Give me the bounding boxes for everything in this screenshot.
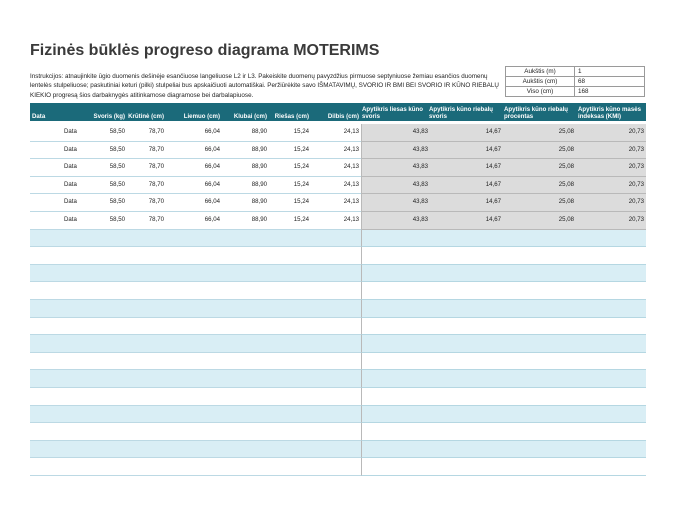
value-cell: 43,83	[412, 198, 428, 206]
calculated-cells	[361, 423, 646, 441]
input-cells[interactable]	[30, 353, 361, 371]
value-cell: 25,08	[558, 180, 574, 188]
calculated-cells	[361, 247, 646, 265]
value-cell: 25,08	[558, 163, 574, 171]
input-cells[interactable]	[30, 458, 361, 476]
value-cell[interactable]: 15,24	[293, 163, 309, 171]
value-cell: 20,73	[628, 198, 644, 206]
value-cell: 43,83	[412, 145, 428, 153]
value-cell[interactable]: 58,50	[109, 128, 125, 135]
value-cell: 25,08	[558, 128, 574, 135]
column-header: Krūtinė (cm)	[128, 113, 164, 120]
value-cell[interactable]: 58,50	[109, 145, 125, 153]
value-cell[interactable]: 78,70	[148, 163, 164, 171]
empty-table-row	[30, 458, 646, 476]
value-cell[interactable]: 88,90	[251, 198, 267, 206]
empty-table-row	[30, 353, 646, 371]
value-cell: 14,67	[485, 180, 501, 188]
column-header: Apytikris kūno riebalų procentas	[504, 106, 568, 120]
empty-table-row	[30, 318, 646, 336]
date-cell[interactable]: Data	[64, 128, 77, 135]
value-cell[interactable]: 78,70	[148, 216, 164, 223]
input-cells[interactable]	[30, 318, 361, 336]
calculated-cells	[361, 265, 646, 283]
value-cell[interactable]: 58,50	[109, 180, 125, 188]
input-cells[interactable]	[30, 230, 361, 248]
measurement-row	[506, 67, 645, 77]
value-cell[interactable]: 66,04	[204, 128, 220, 135]
column-header: Klubai (cm)	[233, 113, 267, 120]
column-header: Apytikris liesas kūno svoris	[362, 106, 423, 120]
value-cell[interactable]: 88,90	[251, 180, 267, 188]
input-cells[interactable]	[30, 282, 361, 300]
value-cell: 43,83	[412, 163, 428, 171]
table-row	[30, 142, 646, 160]
column-header: Apytikris kūno riebalų svoris	[429, 106, 493, 120]
value-cell: 20,73	[628, 216, 644, 223]
value-cell[interactable]: 88,90	[251, 145, 267, 153]
column-header: Data	[32, 113, 46, 120]
measurement-label: Viso (cm)	[506, 87, 575, 97]
value-cell: 14,67	[485, 145, 501, 153]
input-cells[interactable]	[30, 300, 361, 318]
height-cm-input[interactable]: 68	[575, 77, 645, 87]
value-cell[interactable]: 66,04	[204, 180, 220, 188]
page-title: Fizinės būklės progreso diagrama MOTERIMS	[30, 42, 380, 59]
value-cell[interactable]: 15,24	[293, 128, 309, 135]
value-cell[interactable]: 15,24	[293, 198, 309, 206]
date-cell[interactable]: Data	[64, 163, 77, 171]
value-cell[interactable]: 66,04	[204, 163, 220, 171]
table-row	[30, 212, 646, 230]
value-cell: 20,73	[628, 128, 644, 135]
value-cell: 14,67	[485, 163, 501, 171]
calculated-cells	[361, 388, 646, 406]
date-cell[interactable]: Data	[64, 198, 77, 206]
value-cell[interactable]: 24,13	[343, 145, 359, 153]
column-header: Dilbis (cm)	[327, 113, 359, 120]
value-cell[interactable]: 58,50	[109, 216, 125, 223]
calculated-cells	[361, 406, 646, 424]
input-cells[interactable]	[30, 335, 361, 353]
empty-table-row	[30, 388, 646, 406]
value-cell[interactable]: 78,70	[148, 198, 164, 206]
value-cell[interactable]: 78,70	[148, 128, 164, 135]
empty-table-row	[30, 230, 646, 248]
calculated-cells	[361, 441, 646, 459]
value-cell[interactable]: 15,24	[293, 216, 309, 223]
value-cell[interactable]: 15,24	[293, 180, 309, 188]
calculated-cells	[361, 300, 646, 318]
input-cells[interactable]	[30, 265, 361, 283]
value-cell[interactable]: 78,70	[148, 180, 164, 188]
input-cells[interactable]	[30, 406, 361, 424]
calculated-cells	[361, 318, 646, 336]
column-header: Svoris (kg)	[93, 113, 125, 120]
date-cell[interactable]: Data	[64, 180, 77, 188]
measurement-row	[506, 77, 645, 87]
value-cell: 20,73	[628, 163, 644, 171]
table-row	[30, 194, 646, 212]
empty-table-row	[30, 406, 646, 424]
height-measurements-table	[505, 66, 645, 97]
table-row	[30, 159, 646, 177]
empty-table-row	[30, 335, 646, 353]
value-cell: 25,08	[558, 198, 574, 206]
calculated-cells	[361, 370, 646, 388]
value-cell: 43,83	[412, 180, 428, 188]
height-m-input[interactable]: 1	[575, 67, 645, 77]
value-cell: 43,83	[412, 128, 428, 135]
value-cell[interactable]: 88,90	[251, 216, 267, 223]
value-cell[interactable]: 78,70	[148, 145, 164, 153]
input-cells[interactable]	[30, 388, 361, 406]
empty-table-row	[30, 441, 646, 459]
calculated-cells	[361, 335, 646, 353]
value-cell[interactable]: 24,13	[343, 216, 359, 223]
date-cell[interactable]: Data	[64, 145, 77, 153]
input-cells[interactable]	[30, 247, 361, 265]
measurement-label: Aukštis (cm)	[506, 77, 575, 87]
measurement-row	[506, 87, 645, 97]
value-cell[interactable]: 66,04	[204, 145, 220, 153]
value-cell: 20,73	[628, 145, 644, 153]
value-cell: 14,67	[485, 198, 501, 206]
value-cell[interactable]: 66,04	[204, 198, 220, 206]
value-cell[interactable]: 24,13	[343, 128, 359, 135]
column-header: Liemuo (cm)	[183, 113, 220, 120]
value-cell: 43,83	[412, 216, 428, 223]
value-cell[interactable]: 58,50	[109, 198, 125, 206]
empty-table-row	[30, 265, 646, 283]
empty-table-row	[30, 300, 646, 318]
instructions-text: Instrukcijos: atnaujinkite ūgio duomenis dešinėje esančiuose langeliuose L2 ir L3. Pakeiskite duomenų pavyzdžius pirmuose septyniuose žemiau esančios duomenų lentelės stulpeliuose; paskutiniai keturi (pilki) stulpeliai bus apskaičiuoti automatiškai. Peržiūrėkite savo IŠMATAVIMŲ, SVORIO IR BMI BEI SVORIO IR KŪNO RIEBALŲ KIEKIO progresą šios darbaknygės atitinkamose diagramose bei darbalapiuose.	[30, 73, 499, 99]
value-cell[interactable]: 24,13	[343, 198, 359, 206]
value-cell: 14,67	[485, 128, 501, 135]
value-cell: 14,67	[485, 216, 501, 223]
value-cell[interactable]: 24,13	[343, 180, 359, 188]
input-cells[interactable]	[30, 423, 361, 441]
input-cells[interactable]	[30, 441, 361, 459]
input-cells[interactable]	[30, 370, 361, 388]
value-cell: 25,08	[558, 216, 574, 223]
table-row	[30, 177, 646, 195]
value-cell: 20,73	[628, 180, 644, 188]
value-cell[interactable]: 58,50	[109, 163, 125, 171]
date-cell[interactable]: Data	[64, 216, 77, 223]
empty-table-row	[30, 247, 646, 265]
empty-table-row	[30, 282, 646, 300]
empty-table-row	[30, 423, 646, 441]
table-row	[30, 124, 646, 142]
calculated-cells	[361, 353, 646, 371]
calculated-cells	[361, 458, 646, 476]
column-header: Riešas (cm)	[274, 113, 309, 120]
value-cell[interactable]: 15,24	[293, 145, 309, 153]
calculated-cells	[361, 282, 646, 300]
empty-table-row	[30, 370, 646, 388]
measurement-label: Aukštis (m)	[506, 67, 575, 77]
total-cm-value: 168	[575, 87, 645, 97]
value-cell: 25,08	[558, 145, 574, 153]
progress-data-table	[30, 103, 646, 474]
table-header	[30, 103, 646, 121]
value-cell[interactable]: 24,13	[343, 163, 359, 171]
calculated-cells	[361, 230, 646, 248]
value-cell[interactable]: 88,90	[251, 163, 267, 171]
value-cell[interactable]: 66,04	[204, 216, 220, 223]
column-header: Apytikris kūno masės indeksas (KMI)	[578, 106, 641, 120]
value-cell[interactable]: 88,90	[251, 128, 267, 135]
